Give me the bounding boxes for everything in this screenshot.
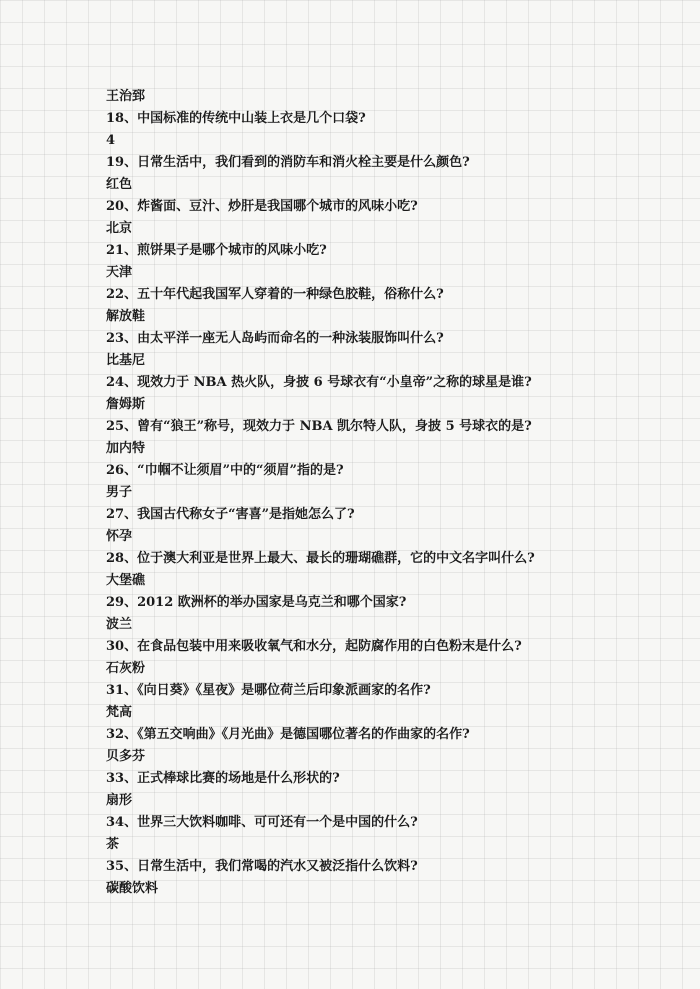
answer-line: 比基尼	[106, 353, 146, 368]
question-line: 20、炸酱面、豆汁、炒肝是我国哪个城市的风味小吃?	[106, 199, 418, 214]
answer-line: 茶	[106, 837, 120, 852]
question-line: 35、日常生活中，我们常喝的汽水又被泛指什么饮料?	[106, 859, 418, 874]
answer-line: 碳酸饮料	[106, 881, 159, 896]
answer-line: 男子	[106, 485, 133, 500]
question-line: 22、五十年代起我国军人穿着的一种绿色胶鞋，俗称什么?	[106, 287, 444, 302]
answer-line: 梵高	[106, 705, 133, 720]
answer-line: 贝多芬	[106, 749, 146, 764]
question-line: 25、曾有“狼王”称号，现效力于 NBA 凯尔特人队，身披 5 号球衣的是?	[106, 419, 532, 434]
answer-line: 解放鞋	[106, 309, 146, 324]
answer-line: 北京	[106, 221, 133, 236]
question-line: 28、位于澳大利亚是世界上最大、最长的珊瑚礁群，它的中文名字叫什么?	[106, 551, 535, 566]
question-line: 18、中国标准的传统中山装上衣是几个口袋?	[106, 111, 366, 126]
question-line: 31、《向日葵》《星夜》是哪位荷兰后印象派画家的名作?	[106, 683, 431, 698]
answer-line: 天津	[106, 265, 133, 280]
question-line: 34、世界三大饮料咖啡、可可还有一个是中国的什么?	[106, 815, 418, 830]
question-line: 21、煎饼果子是哪个城市的风味小吃?	[106, 243, 327, 258]
question-line: 33、正式棒球比赛的场地是什么形状的?	[106, 771, 340, 786]
question-line: 19、日常生活中，我们看到的消防车和消火栓主要是什么颜色?	[106, 155, 470, 170]
question-line: 30、在食品包装中用来吸收氧气和水分，起防腐作用的白色粉末是什么?	[106, 639, 522, 654]
answer-line: 红色	[106, 177, 133, 192]
answer-line: 加内特	[106, 441, 146, 456]
answer-line: 大堡礁	[106, 573, 146, 588]
answer-line: 王治郅	[106, 89, 146, 104]
question-line: 29、2012 欧洲杯的举办国家是乌克兰和哪个国家?	[106, 595, 407, 610]
quiz-sheet	[106, 86, 676, 900]
answer-line: 波兰	[106, 617, 133, 632]
answer-line: 4	[106, 133, 116, 148]
question-line: 23、由太平洋一座无人岛屿而命名的一种泳装服饰叫什么?	[106, 331, 444, 346]
answer-line: 石灰粉	[106, 661, 146, 676]
question-line: 32、《第五交响曲》《月光曲》是德国哪位著名的作曲家的名作?	[106, 727, 470, 742]
question-line: 24、现效力于 NBA 热火队，身披 6 号球衣有“小皇帝”之称的球星是谁?	[106, 375, 532, 390]
answer-line: 怀孕	[106, 529, 133, 544]
question-line: 27、我国古代称女子“害喜”是指她怎么了?	[106, 507, 355, 522]
answer-line: 扇形	[106, 793, 133, 808]
answer-line: 詹姆斯	[106, 397, 146, 412]
question-line: 26、“巾帼不让须眉”中的“须眉”指的是?	[106, 463, 344, 478]
